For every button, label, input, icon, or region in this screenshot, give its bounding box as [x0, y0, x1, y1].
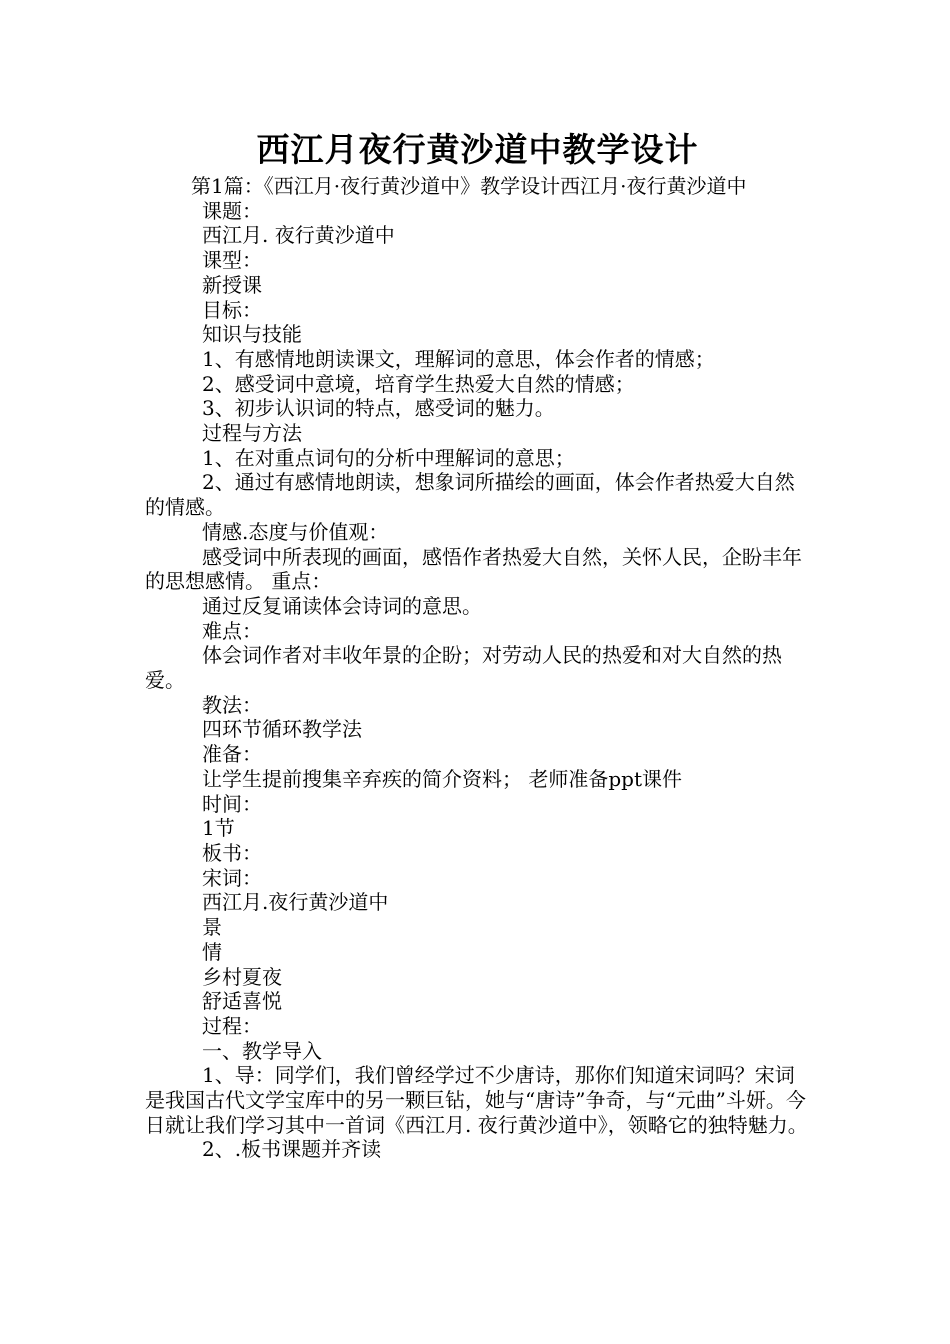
paragraph: 体会词作者对丰收年景的企盼；对劳动人民的热爱和对大自然的热爱。 — [145, 643, 782, 693]
document-body — [145, 174, 810, 1162]
paragraph: 1、导：同学们，我们曾经学过不少唐诗，那你们知道宋词吗？宋词是我国古代文学宝库中的另一颗巨钻，她与“唐诗”争奇，与“元曲”斗妍。今日就让我们学习其中一首词《西江月. 夜行黄沙道中》，领略它的独特魅力。 — [145, 1063, 808, 1137]
paragraph: 1、有感情地朗读课文，理解词的意思，体会作者的情感； — [202, 346, 715, 371]
paragraph: 情 — [202, 939, 222, 964]
paragraph: 四环节循环教学法 — [202, 717, 362, 742]
paragraph: 乡村夏夜 — [202, 964, 282, 989]
paragraph: 过程与方法 — [202, 421, 302, 446]
paragraph: 1、在对重点词句的分析中理解词的意思； — [202, 445, 575, 470]
paragraph: 知识与技能 — [202, 322, 302, 347]
paragraph: 舒适喜悦 — [202, 989, 282, 1014]
paragraph: 景 — [202, 915, 222, 940]
paragraph: 让学生提前搜集辛弃疾的简介资料； 老师准备ppt课件 — [202, 766, 682, 791]
paragraph: 新授课 — [202, 272, 262, 297]
paragraph: 感受词中所表现的画面，感悟作者热爱大自然，关怀人民，企盼丰年的思想感情。 重点： — [145, 544, 802, 594]
paragraph: 过程： — [202, 1013, 262, 1038]
paragraph: 2、.板书课题并齐读 — [202, 1137, 382, 1162]
paragraph: 西江月.夜行黄沙道中 — [202, 890, 389, 915]
paragraph: 3、初步认识词的特点，感受词的魅力。 — [202, 396, 555, 421]
paragraph: 通过反复诵读体会诗词的意思。 — [202, 593, 482, 618]
document-title: 西江月夜行黄沙道中教学设计 — [256, 130, 699, 169]
paragraph: 1节 — [202, 816, 235, 841]
paragraph: 板书： — [202, 840, 262, 865]
paragraph: 2、感受词中意境，培育学生热爱大自然的情感； — [202, 371, 635, 396]
paragraph: 课型： — [202, 248, 262, 273]
paragraph: 教法： — [202, 692, 262, 717]
paragraph: 准备： — [202, 742, 262, 767]
paragraph: 时间： — [202, 791, 262, 816]
paragraph: 2、通过有感情地朗读，想象词所描绘的画面，体会作者热爱大自然的情感。 — [145, 470, 795, 520]
paragraph: 难点： — [202, 618, 262, 643]
document-page — [145, 128, 810, 1162]
paragraph: 课题： — [202, 198, 262, 223]
paragraph: 一、教学导入 — [202, 1038, 322, 1063]
paragraph: 情感.态度与价值观： — [202, 519, 389, 544]
paragraph: 第1篇：《西江月·夜行黄沙道中》教学设计西江月·夜行黄沙道中 — [191, 174, 747, 198]
paragraph: 目标： — [202, 297, 262, 322]
paragraph: 宋词： — [202, 865, 262, 890]
paragraph: 西江月. 夜行黄沙道中 — [202, 223, 395, 248]
